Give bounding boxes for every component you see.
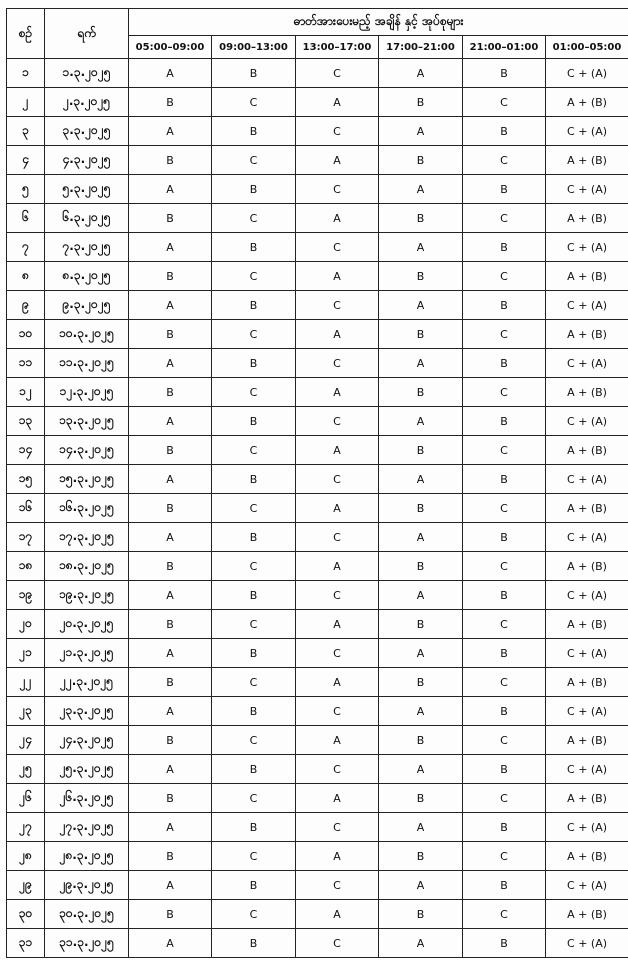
date-cell: ၂၁.၃.၂၀၂၅ <box>45 639 129 668</box>
group-cell: A <box>296 320 379 349</box>
group-cell: A <box>129 465 212 494</box>
row-number-cell: ၂၀ <box>7 610 45 639</box>
group-cell: A <box>129 813 212 842</box>
table-row <box>7 755 628 784</box>
group-cell: B <box>379 900 463 929</box>
group-cell: C <box>463 494 546 523</box>
table-row <box>7 552 628 581</box>
power-schedule-table <box>6 8 628 958</box>
date-cell: ၁၁.၃.၂၀၂၅ <box>45 349 129 378</box>
group-cell: A <box>379 59 463 88</box>
header-row <box>7 9 628 36</box>
group-cell: B <box>379 146 463 175</box>
table-row <box>7 929 628 958</box>
group-cell: A + (B) <box>546 784 628 813</box>
group-cell: C <box>296 581 379 610</box>
group-cell: C <box>296 291 379 320</box>
group-cell: A <box>296 668 379 697</box>
group-cell: A <box>296 88 379 117</box>
column-header-date: ရက် <box>45 9 129 59</box>
group-cell: B <box>379 88 463 117</box>
group-cell: C + (A) <box>546 523 628 552</box>
group-cell: A <box>379 233 463 262</box>
group-cell: B <box>379 494 463 523</box>
group-cell: A <box>379 639 463 668</box>
group-cell: C <box>296 407 379 436</box>
group-cell: C <box>463 204 546 233</box>
group-cell: C + (A) <box>546 929 628 958</box>
group-cell: C <box>463 320 546 349</box>
group-cell: A + (B) <box>546 842 628 871</box>
table-row <box>7 842 628 871</box>
date-cell: ၁၇.၃.၂၀၂၅ <box>45 523 129 552</box>
table-row <box>7 610 628 639</box>
group-cell: B <box>212 233 296 262</box>
group-cell: B <box>463 175 546 204</box>
row-number-cell: ၂ <box>7 88 45 117</box>
group-cell: B <box>212 407 296 436</box>
group-cell: B <box>463 871 546 900</box>
group-cell: C <box>463 436 546 465</box>
table-row <box>7 349 628 378</box>
row-number-cell: ၂၆ <box>7 784 45 813</box>
group-cell: C <box>296 233 379 262</box>
group-cell: A <box>296 784 379 813</box>
group-cell: A <box>379 929 463 958</box>
date-cell: ၆.၃.၂၀၂၅ <box>45 204 129 233</box>
time-slot-header: 01:00–05:00 <box>546 36 628 59</box>
date-cell: ၂၇.၃.၂၀၂၅ <box>45 813 129 842</box>
date-cell: ၈.၃.၂၀၂၅ <box>45 262 129 291</box>
table-row <box>7 900 628 929</box>
date-cell: ၇.၃.၂၀၂၅ <box>45 233 129 262</box>
group-cell: A + (B) <box>546 320 628 349</box>
time-slot-header: 05:00–09:00 <box>129 36 212 59</box>
group-cell: B <box>463 465 546 494</box>
group-cell: B <box>379 436 463 465</box>
group-cell: C <box>296 639 379 668</box>
group-cell: A <box>129 929 212 958</box>
time-slot-header: 21:00–01:00 <box>463 36 546 59</box>
group-cell: B <box>379 784 463 813</box>
group-cell: B <box>129 204 212 233</box>
group-cell: A <box>296 610 379 639</box>
group-cell: A <box>129 407 212 436</box>
group-cell: B <box>379 610 463 639</box>
row-number-cell: ၃၁ <box>7 929 45 958</box>
row-number-cell: ၁၀ <box>7 320 45 349</box>
group-cell: B <box>212 697 296 726</box>
group-cell: A <box>296 146 379 175</box>
group-cell: A <box>296 552 379 581</box>
group-cell: C <box>212 784 296 813</box>
group-cell: A <box>129 523 212 552</box>
table-row <box>7 581 628 610</box>
group-cell: A <box>129 871 212 900</box>
group-cell: C <box>463 842 546 871</box>
table-row <box>7 436 628 465</box>
group-cell: C <box>296 871 379 900</box>
group-cell: A <box>296 262 379 291</box>
group-cell: A <box>296 494 379 523</box>
group-cell: A <box>296 726 379 755</box>
time-slot-header: 13:00–17:00 <box>296 36 379 59</box>
group-cell: C <box>463 784 546 813</box>
group-cell: C + (A) <box>546 639 628 668</box>
table-row <box>7 117 628 146</box>
row-number-cell: ၁၄ <box>7 436 45 465</box>
group-cell: B <box>379 726 463 755</box>
group-cell: A <box>129 59 212 88</box>
schedule-body <box>7 59 628 958</box>
group-cell: B <box>129 726 212 755</box>
table-row <box>7 784 628 813</box>
group-cell: C + (A) <box>546 813 628 842</box>
table-row <box>7 697 628 726</box>
group-cell: A <box>129 233 212 262</box>
group-cell: A <box>129 291 212 320</box>
group-cell: C + (A) <box>546 291 628 320</box>
date-cell: ၄.၃.၂၀၂၅ <box>45 146 129 175</box>
date-cell: ၂၈.၃.၂၀၂၅ <box>45 842 129 871</box>
group-cell: C <box>296 349 379 378</box>
group-cell: C <box>296 59 379 88</box>
date-cell: ၂၀.၃.၂၀၂၅ <box>45 610 129 639</box>
group-cell: C <box>212 726 296 755</box>
date-cell: ၁၅.၃.၂၀၂၅ <box>45 465 129 494</box>
group-cell: A <box>129 755 212 784</box>
group-cell: B <box>212 59 296 88</box>
row-number-cell: ၃၀ <box>7 900 45 929</box>
row-number-cell: ၈ <box>7 262 45 291</box>
date-cell: ၃၀.၃.၂၀၂၅ <box>45 900 129 929</box>
date-cell: ၃၁.၃.၂၀၂၅ <box>45 929 129 958</box>
group-cell: B <box>379 320 463 349</box>
time-slot-header: 09:00–13:00 <box>212 36 296 59</box>
date-cell: ၂၉.၃.၂၀၂၅ <box>45 871 129 900</box>
group-cell: A + (B) <box>546 494 628 523</box>
group-cell: B <box>463 523 546 552</box>
table-row <box>7 262 628 291</box>
group-cell: A <box>296 900 379 929</box>
group-cell: C + (A) <box>546 233 628 262</box>
group-cell: A + (B) <box>546 610 628 639</box>
group-cell: C <box>212 204 296 233</box>
table-row <box>7 407 628 436</box>
group-cell: B <box>379 378 463 407</box>
group-cell: A <box>379 291 463 320</box>
group-cell: C + (A) <box>546 117 628 146</box>
group-cell: C + (A) <box>546 349 628 378</box>
group-cell: A <box>296 842 379 871</box>
table-row <box>7 639 628 668</box>
group-cell: C <box>212 842 296 871</box>
table-row <box>7 320 628 349</box>
group-cell: A + (B) <box>546 262 628 291</box>
group-cell: C <box>212 320 296 349</box>
group-cell: B <box>212 175 296 204</box>
date-cell: ၉.၃.၂၀၂၅ <box>45 291 129 320</box>
group-cell: B <box>129 494 212 523</box>
group-cell: A <box>379 871 463 900</box>
group-cell: C <box>212 900 296 929</box>
group-cell: A <box>379 755 463 784</box>
date-cell: ၁.၃.၂၀၂၅ <box>45 59 129 88</box>
group-cell: A <box>129 117 212 146</box>
group-cell: C + (A) <box>546 175 628 204</box>
row-number-cell: ၁၂ <box>7 378 45 407</box>
table-row <box>7 233 628 262</box>
group-cell: B <box>129 262 212 291</box>
table-row <box>7 88 628 117</box>
table-row <box>7 465 628 494</box>
group-cell: A <box>129 175 212 204</box>
group-cell: C <box>212 262 296 291</box>
group-cell: B <box>463 291 546 320</box>
row-number-cell: ၂၈ <box>7 842 45 871</box>
group-cell: C <box>463 610 546 639</box>
group-cell: B <box>463 349 546 378</box>
date-cell: ၂၂.၃.၂၀၂၅ <box>45 668 129 697</box>
group-cell: C <box>212 610 296 639</box>
group-cell: B <box>129 842 212 871</box>
date-cell: ၂၄.၃.၂၀၂၅ <box>45 726 129 755</box>
row-number-cell: ၁၁ <box>7 349 45 378</box>
table-row <box>7 175 628 204</box>
group-cell: B <box>463 233 546 262</box>
group-cell: B <box>129 900 212 929</box>
row-number-cell: ၁၃ <box>7 407 45 436</box>
group-cell: A + (B) <box>546 900 628 929</box>
group-cell: B <box>129 436 212 465</box>
group-cell: A <box>379 175 463 204</box>
group-cell: B <box>463 813 546 842</box>
table-row <box>7 726 628 755</box>
column-header-no: စဉ် <box>7 9 45 59</box>
group-cell: B <box>463 639 546 668</box>
group-cell: B <box>463 697 546 726</box>
group-cell: B <box>212 581 296 610</box>
group-cell: A + (B) <box>546 378 628 407</box>
date-cell: ၁၃.၃.၂၀၂၅ <box>45 407 129 436</box>
date-cell: ၂၃.၃.၂၀၂၅ <box>45 697 129 726</box>
row-number-cell: ၉ <box>7 291 45 320</box>
table-row <box>7 378 628 407</box>
date-cell: ၁၈.၃.၂၀၂၅ <box>45 552 129 581</box>
group-cell: C <box>212 436 296 465</box>
group-cell: A <box>296 204 379 233</box>
row-number-cell: ၂၂ <box>7 668 45 697</box>
row-number-cell: ၁ <box>7 59 45 88</box>
group-cell: B <box>212 349 296 378</box>
date-cell: ၁၆.၃.၂၀၂၅ <box>45 494 129 523</box>
group-cell: A <box>129 581 212 610</box>
date-cell: ၅.၃.၂၀၂၅ <box>45 175 129 204</box>
group-cell: B <box>129 320 212 349</box>
group-cell: B <box>379 668 463 697</box>
group-cell: C <box>463 668 546 697</box>
group-cell: A <box>296 378 379 407</box>
group-cell: B <box>212 813 296 842</box>
group-cell: B <box>379 552 463 581</box>
group-cell: C <box>212 668 296 697</box>
group-cell: C <box>463 146 546 175</box>
table-row <box>7 813 628 842</box>
group-cell: B <box>212 755 296 784</box>
group-cell: A <box>379 523 463 552</box>
group-cell: C <box>296 755 379 784</box>
group-cell: A + (B) <box>546 88 628 117</box>
group-cell: B <box>463 755 546 784</box>
group-cell: A <box>379 697 463 726</box>
row-number-cell: ၂၅ <box>7 755 45 784</box>
group-cell: B <box>212 929 296 958</box>
group-cell: B <box>129 552 212 581</box>
group-cell: A <box>379 465 463 494</box>
row-number-cell: ၁၇ <box>7 523 45 552</box>
table-row <box>7 59 628 88</box>
date-cell: ၂၆.၃.၂၀၂၅ <box>45 784 129 813</box>
group-cell: A <box>129 697 212 726</box>
row-number-cell: ၂၇ <box>7 813 45 842</box>
row-number-cell: ၁၈ <box>7 552 45 581</box>
group-cell: B <box>129 378 212 407</box>
group-cell: A <box>129 639 212 668</box>
group-cell: C <box>212 552 296 581</box>
group-cell: C <box>296 697 379 726</box>
group-cell: C + (A) <box>546 581 628 610</box>
group-cell: A <box>379 581 463 610</box>
group-cell: A <box>379 117 463 146</box>
group-cell: B <box>379 842 463 871</box>
date-cell: ၂၅.၃.၂၀၂၅ <box>45 755 129 784</box>
group-cell: C + (A) <box>546 755 628 784</box>
row-number-cell: ၄ <box>7 146 45 175</box>
group-cell: B <box>212 523 296 552</box>
table-row <box>7 291 628 320</box>
group-cell: C <box>296 929 379 958</box>
date-cell: ၁၄.၃.၂၀၂၅ <box>45 436 129 465</box>
date-cell: ၁၀.၃.၂၀၂၅ <box>45 320 129 349</box>
group-cell: A <box>379 813 463 842</box>
group-cell: B <box>212 871 296 900</box>
group-cell: C <box>212 146 296 175</box>
group-cell: C <box>463 262 546 291</box>
group-cell: B <box>129 610 212 639</box>
table-row <box>7 523 628 552</box>
row-number-cell: ၂၃ <box>7 697 45 726</box>
group-cell: C <box>296 465 379 494</box>
group-cell: B <box>463 59 546 88</box>
group-cell: A + (B) <box>546 436 628 465</box>
row-number-cell: ၂၉ <box>7 871 45 900</box>
row-number-cell: ၁၆ <box>7 494 45 523</box>
date-cell: ၁၂.၃.၂၀၂၅ <box>45 378 129 407</box>
group-cell: A <box>379 407 463 436</box>
row-number-cell: ၃ <box>7 117 45 146</box>
group-cell: B <box>129 88 212 117</box>
group-cell: C <box>296 175 379 204</box>
group-cell: C <box>296 117 379 146</box>
date-cell: ၁၉.၃.၂၀၂၅ <box>45 581 129 610</box>
group-cell: C <box>463 552 546 581</box>
row-number-cell: ၂၄ <box>7 726 45 755</box>
table-row <box>7 494 628 523</box>
date-cell: ၃.၃.၂၀၂၅ <box>45 117 129 146</box>
group-cell: B <box>379 204 463 233</box>
group-cell: B <box>463 581 546 610</box>
table-row <box>7 146 628 175</box>
group-cell: B <box>463 407 546 436</box>
group-cell: C + (A) <box>546 871 628 900</box>
date-cell: ၂.၃.၂၀၂၅ <box>45 88 129 117</box>
group-cell: C <box>463 726 546 755</box>
group-cell: B <box>379 262 463 291</box>
group-cell: B <box>212 639 296 668</box>
group-cell: A <box>296 436 379 465</box>
group-cell: B <box>129 784 212 813</box>
row-number-cell: ၂၁ <box>7 639 45 668</box>
group-cell: B <box>463 929 546 958</box>
group-cell: A + (B) <box>546 726 628 755</box>
group-cell: C <box>296 523 379 552</box>
group-cell: C + (A) <box>546 465 628 494</box>
group-cell: C + (A) <box>546 407 628 436</box>
table-row <box>7 668 628 697</box>
group-cell: B <box>463 117 546 146</box>
group-cell: B <box>212 291 296 320</box>
group-cell: B <box>129 146 212 175</box>
group-cell: C <box>212 378 296 407</box>
table-row <box>7 871 628 900</box>
group-cell: A + (B) <box>546 668 628 697</box>
group-cell: B <box>212 465 296 494</box>
group-cell: C <box>212 494 296 523</box>
group-cell: C + (A) <box>546 59 628 88</box>
group-cell: A <box>379 349 463 378</box>
row-number-cell: ၁၉ <box>7 581 45 610</box>
group-cell: B <box>212 117 296 146</box>
group-cell: C <box>296 813 379 842</box>
group-cell: B <box>129 668 212 697</box>
group-cell: C <box>212 88 296 117</box>
row-number-cell: ၅ <box>7 175 45 204</box>
group-cell: C <box>463 378 546 407</box>
group-cell: C <box>463 900 546 929</box>
time-slot-header: 17:00–21:00 <box>379 36 463 59</box>
row-number-cell: ၁၅ <box>7 465 45 494</box>
group-cell: C <box>463 88 546 117</box>
group-cell: A + (B) <box>546 204 628 233</box>
group-cell: A + (B) <box>546 552 628 581</box>
group-cell: C + (A) <box>546 697 628 726</box>
row-number-cell: ၆ <box>7 204 45 233</box>
group-cell: A + (B) <box>546 146 628 175</box>
row-number-cell: ၇ <box>7 233 45 262</box>
table-row <box>7 204 628 233</box>
column-header-schedule-title: ဓာတ်အားပေးမည့် အချိန် နှင့် အုပ်စုများ <box>129 9 628 36</box>
group-cell: A <box>129 349 212 378</box>
